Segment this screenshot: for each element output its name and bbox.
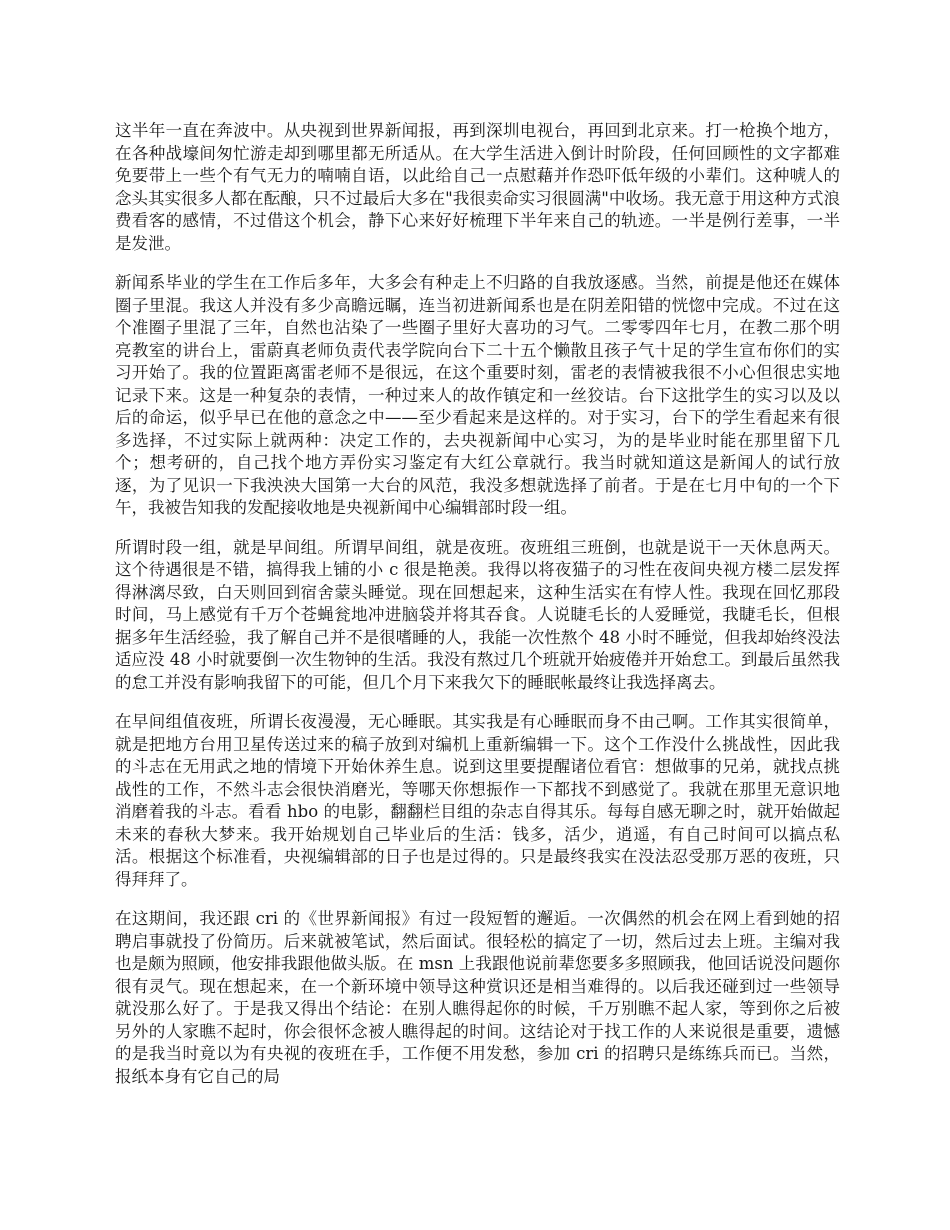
paragraph-2: 新闻系毕业的学生在工作后多年，大多会有种走上不归路的自我放逐感。当然，前提是他还在媒体圈子里混。我这人并没有多少高瞻远瞩，连当初进新闻系也是在阴差阳错的恍惚中完成。不过在这个准圈子里混了三年，自然也沾染了一些圈子里好大喜功的习气。二零零四年七月，在教二那个明亮教室的讲台上，雷蔚真老师负责代表学院向台下二十五个懒散且孩子气十足的学生宣布你们的实习开始了。我的位置距离雷老师不是很远，在这个重要时刻，雷老的表情被我很不小心但很忠实地记录下来。这是一种复杂的表情，一种过来人的故作镇定和一丝狡诘。台下这批学生的实习以及以后的命运，似乎早已在他的意念之中——至少看起来是这样的。对于实习，台下的学生看起来有很多选择，不过实际上就两种：决定工作的，去央视新闻中心实习，为的是毕业时能在那里留下几个；想考研的，自己找个地方弄份实习鉴定有大红公章就行。我当时就知道这是新闻人的试行放逐，为了见识一下我泱泱大国第一大台的风范，我没多想就选择了前者。于是在七月中旬的一个下午，我被告知我的发配接收地是央视新闻中心编辑部时段一组。: [115, 273, 840, 517]
paragraph-1: 这半年一直在奔波中。从央视到世界新闻报，再到深圳电视台，再回到北京来。打一枪换个地方，在各种战壕间匆忙游走却到哪里都无所适从。在大学生活进入倒计时阶段，任何回顾性的文字都难免要带上一些个有气无力的喃喃自语，以此给自己一点慰藉并作恐吓低年级的小辈们。这种唬人的念头其实很多人都在酝酿，只不过最后大多在"我很卖命实习很圆满"中收场。我无意于用这种方式浪费看客的感情，不过借这个机会，静下心来好好梳理下半年来自己的轨迹。一半是例行差事，一半是发泄。: [115, 121, 840, 253]
paragraph-3: 所谓时段一组，就是早间组。所谓早间组，就是夜班。夜班组三班倒，也就是说干一天休息两天。这个待遇很是不错，搞得我上铺的小 c 很是艳羡。我得以将夜猫子的习性在夜间央视方楼二层发挥得淋漓尽致，白天则回到宿舍蒙头睡觉。现在回想起来，这种生活实在有悖人性。我现在回忆那段时间，马上感觉有千万个苍蝇瓮地冲进脑袋并将其吞食。人说睫毛长的人爱睡觉，我睫毛长，但根据多年生活经验，我了解自己并不是很嗜睡的人，我能一次性熬个 48 小时不睡觉，但我却始终没法适应没 48 小时就要倒一次生物钟的生活。我没有熬过几个班就开始疲倦并开始怠工。到最后虽然我的怠工并没有影响我留下的可能，但几个月下来我欠下的睡眠帐最终让我选择离去。: [115, 537, 840, 692]
paragraph-4: 在早间组值夜班，所谓长夜漫漫，无心睡眠。其实我是有心睡眠而身不由己啊。工作其实很简单，就是把地方台用卫星传送过来的稿子放到对编机上重新编辑一下。这个工作没什么挑战性，因此我的斗志在无用武之地的情境下开始休养生息。说到这里要提醒诸位看官：想做事的兄弟，就找点挑战性的工作，不然斗志会很快消磨光，等哪天你想振作一下都找不到感觉了。我就在那里无意识地消磨着我的斗志。看看 hbo 的电影，翻翻栏目组的杂志自得其乐。每每自感无聊之时，就开始做起未来的春秋大梦来。我开始规划自己毕业后的生活：钱多，活少，逍遥，有自己时间可以搞点私活。根据这个标准看，央视编辑部的日子也是过得的。只是最终我实在没法忍受那万恶的夜班，只得拜拜了。: [115, 712, 840, 889]
paragraph-5: 在这期间，我还跟 cri 的《世界新闻报》有过一段短暂的邂逅。一次偶然的机会在网上看到她的招聘启事就投了份简历。后来就被笔试，然后面试。很轻松的搞定了一切，然后过去上班。主编对我也是颇为照顾，他安排我跟他做头版。在 msn 上我跟他说前辈您要多多照顾我，他回话说没问题你很有灵气。现在想起来，在一个新环境中领导这种赏识还是相当难得的。以后我还碰到过一些领导就没那么好了。于是我又得出个结论：在别人瞧得起你的时候，千万别瞧不起人家，等到你之后被另外的人家瞧不起时，你会很怀念被人瞧得起的时间。这结论对于找工作的人来说很是重要，遗憾的是我当时竟以为有央视的夜班在手，工作便不用发愁，参加 cri 的招聘只是练练兵而已。当然，报纸本身有它自己的局: [115, 909, 840, 1086]
document-page: [115, 120, 840, 1105]
